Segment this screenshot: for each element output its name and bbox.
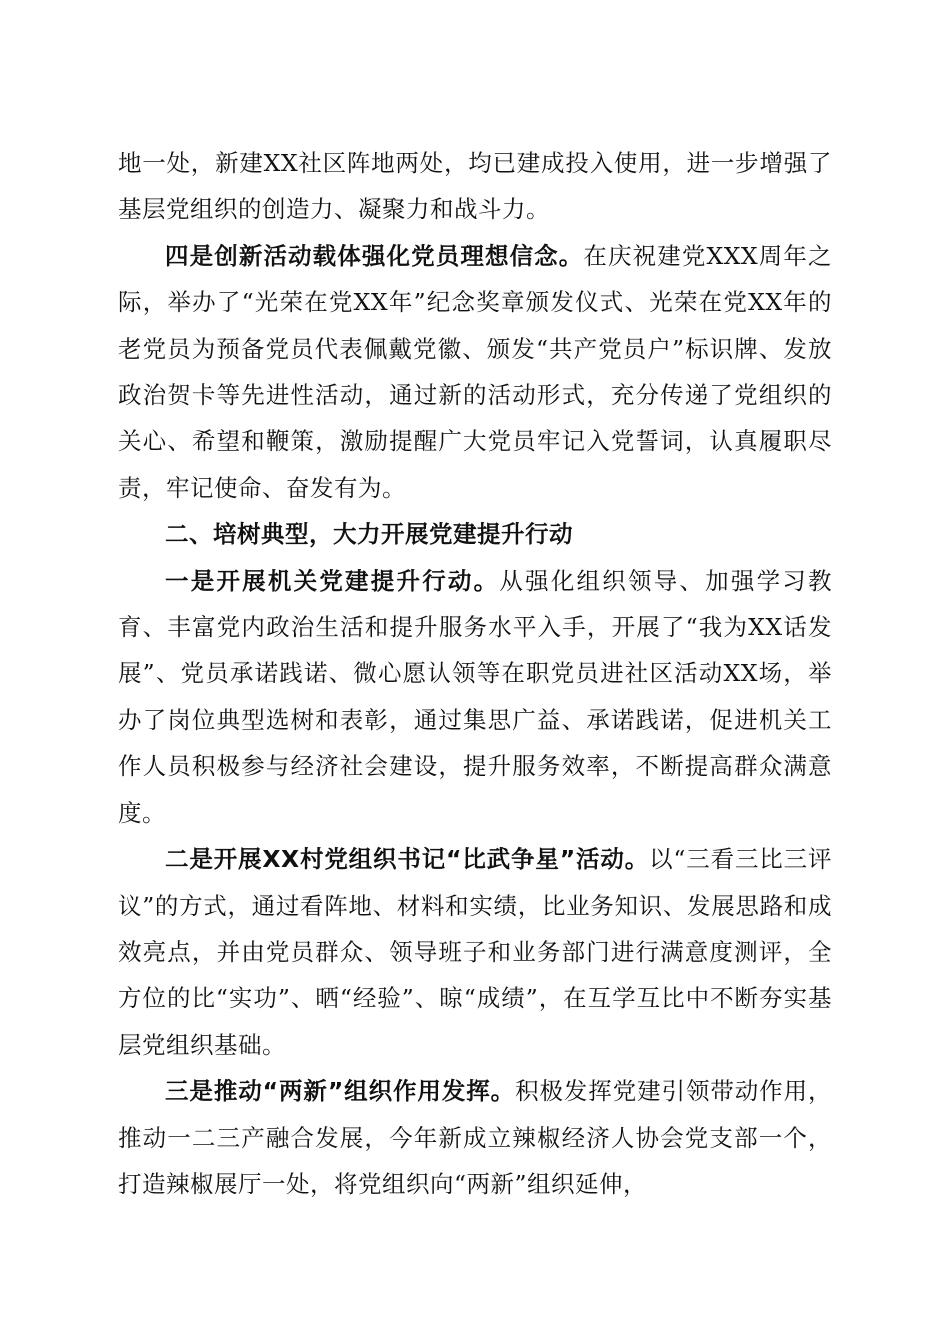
paragraph-point-four: [118, 233, 832, 511]
paragraph-continuation: [118, 140, 832, 233]
paragraph-lead: 二是开展XX村党组织书记“比武争星”活动。: [165, 845, 650, 874]
paragraph-lead: 四是创新活动载体强化党员理想信念。: [165, 241, 584, 270]
paragraph-point-three: [118, 1068, 832, 1207]
section-heading: 二、培树典型，大力开展党建提升行动: [165, 520, 573, 549]
paragraph-lead: 三是推动“两新”组织作用发挥。: [165, 1077, 516, 1106]
paragraph-point-one: [118, 558, 832, 836]
paragraph-lead: 一是开展机关党建提升行动。: [165, 566, 500, 595]
paragraph-text: 在庆祝建党XXX周年之际，举办了“光荣在党XX年”纪念奖章颁发仪式、光荣在党XX年的老党员为预备党员代表佩戴党徽、颁发“共产党员户”标识牌、发放政治贺卡等先进性活动，通过新的活动形式，充分传递了党组织的关心、希望和鞭策，激励提醒广大党员牢记入党誓词，认真履职尽责，牢记使命、奋发有为。: [118, 241, 832, 502]
paragraph-point-two: [118, 836, 832, 1068]
paragraph-text: 地一处，新建XX社区阵地两处，均已建成投入使用，进一步增强了基层党组织的创造力、凝聚力和战斗力。: [118, 149, 832, 224]
paragraph-text: 积极发挥党建引领带动作用，推动一二三产融合发展，今年新成立辣椒经济人协会党支部一个，打造辣椒展厅一处，将党组织向“两新”组织延伸，: [118, 1077, 832, 1198]
document-page: [118, 140, 832, 1207]
paragraph-text: 以“三看三比三评议”的方式，通过看阵地、材料和实绩，比业务知识、发展思路和成效亮点，并由党员群众、领导班子和业务部门进行满意度测评，全方位的比“实功”、晒“经验”、晾“成绩”，在互学互比中不断夯实基层党组织基础。: [118, 845, 832, 1059]
paragraph-text: 从强化组织领导、加强学习教育、丰富党内政治生活和提升服务水平入手，开展了“我为XX话发展”、党员承诺践诺、微心愿认领等在职党员进社区活动XX场，举办了岗位典型选树和表彰，通过集思广益、承诺践诺，促进机关工作人员积极参与经济社会建设，提升服务效率，不断提高群众满意度。: [118, 566, 833, 827]
